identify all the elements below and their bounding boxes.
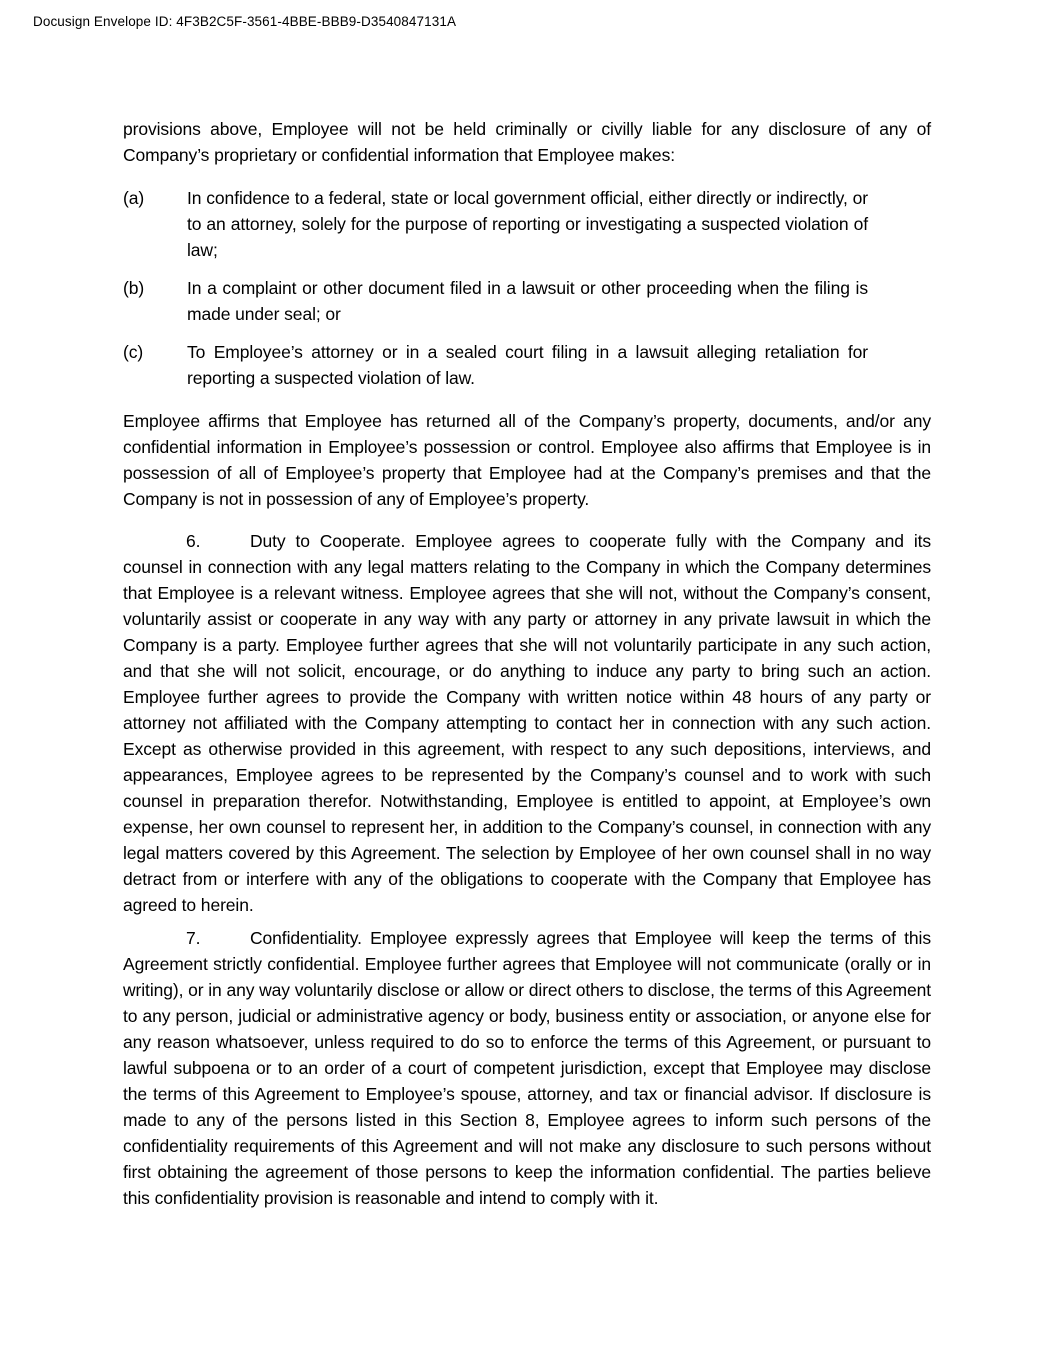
intro-paragraph: provisions above, Employee will not be held criminally or civilly liable for any disclosure of any of Company’s proprietary or confidential information that Employee makes:: [123, 119, 931, 165]
document-body: [123, 116, 931, 1218]
list-item-b: [123, 275, 868, 327]
section-heading: Confidentiality.: [250, 928, 362, 948]
list-item-c: [123, 339, 868, 391]
list-item-a: [123, 185, 868, 263]
exception-list: [123, 185, 931, 391]
section-7-paragraph: [123, 925, 931, 1211]
list-item-label: (c): [123, 342, 144, 362]
list-item-text: In confidence to a federal, state or local government official, either directly or indirectly, or to an attorney, solely for the purpose of reporting or investigating a suspected violation of law;: [187, 188, 868, 260]
section-number: 6.: [186, 531, 201, 551]
section-heading: Duty to Cooperate.: [250, 531, 406, 551]
section-number: 7.: [186, 928, 201, 948]
docusign-envelope-id: Docusign Envelope ID: 4F3B2C5F-3561-4BBE-BBB9-D3540847131A: [33, 14, 457, 29]
list-item-label: (a): [123, 188, 145, 208]
section-body: Employee agrees to cooperate fully with the Company and its counsel in connection with any legal matters relating to the Company in which the Company determines that Employee is a relevant witness. Employee agrees that she will not, without the Company’s consent, voluntarily assist or cooperate in any way with any party or attorney in any private lawsuit in which the Company is a party. Employee further agrees that she will not voluntarily participate in any such action, and that she will not solicit, encourage, or do anything to induce any party to bring such an action. Employee further agrees to provide the Company with written notice within 48 hours of any party or attorney not affiliated with the Company attempting to contact her in connection with any such action. Except as otherwise provided in this agreement, with respect to any such depositions, interviews, and appearances, Employee agrees to be represented by the Company’s counsel and to work with such counsel in preparation therefor. Notwithstanding, Employee is entitled to appoint, at Employee’s own expense, her own counsel to represent her, in addition to the Company’s counsel, in connection with any legal matters covered by this Agreement. The selection by Employee of her own counsel shall in no way detract from or interfere with any of the obligations to cooperate with the Company that Employee has agreed to herein.: [123, 531, 932, 915]
list-item-text: To Employee’s attorney or in a sealed court filing in a lawsuit alleging retaliation for reporting a suspected violation of law.: [187, 342, 868, 388]
affirmation-paragraph: Employee affirms that Employee has returned all of the Company’s property, documents, and/or any confidential information in Employee’s possession or control. Employee also affirms that Employee is in possession of all of Employee’s property that Employee had at the Company’s premises and that the Company is not in possession of any of Employee’s property.: [123, 411, 931, 509]
list-item-text: In a complaint or other document filed in a lawsuit or other proceeding when the filing is made under seal; or: [187, 278, 868, 324]
section-body: Employee expressly agrees that Employee will keep the terms of this Agreement strictly confidential. Employee further agrees that Employee will not communicate (orally or in writing), or in any way voluntarily disclose or allow or direct others to disclose, the terms of this Agreement to any person, judicial or administrative agency or body, business entity or association, or anyone else for any reason whatsoever, unless required to do so to enforce the terms of this Agreement, or pursuant to lawful subpoena or to an order of a court of competent jurisdiction, except that Employee may disclose the terms of this Agreement to Employee’s spouse, attorney, and tax or financial advisor. If disclosure is made to any of the persons listed in this Section 8, Employee agrees to inform such persons of the confidentiality requirements of this Agreement and will not make any disclosure to such persons without first obtaining the agreement of those persons to keep the information confidential. The parties believe this confidentiality provision is reasonable and intend to comply with it.: [123, 928, 931, 1208]
section-6-paragraph: [123, 528, 931, 918]
list-item-label: (b): [123, 278, 145, 298]
